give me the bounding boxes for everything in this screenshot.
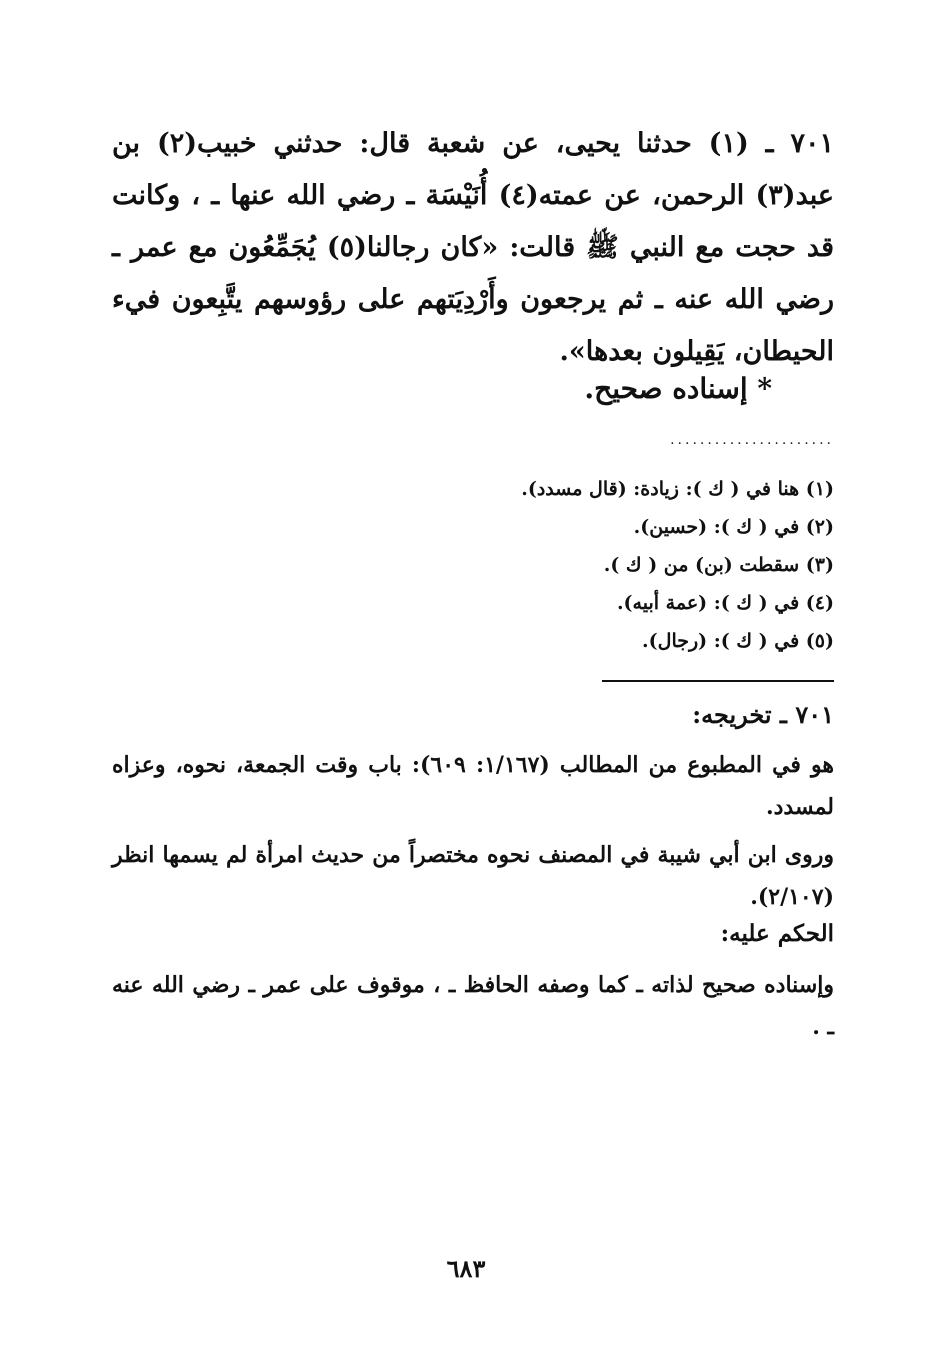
- footnote-3: (٣) سقطت (بن) من ( ك ).: [603, 554, 834, 576]
- page-number: ٦٨٣: [446, 1254, 486, 1283]
- isnad-grading: * إسناده صحيح.: [584, 372, 772, 405]
- footnote-1: (١) هنا في ( ك ): زيادة: (قال مسدد).: [521, 478, 834, 500]
- ruling-paragraph: وإسناده صحيح لذاته ـ كما وصفه الحافظ ـ ، موقوف على عمر ـ رضي الله عنه ـ .: [112, 972, 834, 1040]
- takhrij-paragraph-1: هو في المطبوع من المطالب (١/١٦٧: ٦٠٩): باب وقت الجمعة، نحوه، وعزاه لمسدد.: [112, 752, 835, 820]
- footnotes: [112, 470, 834, 660]
- footnote-4: (٤) في ( ك ): (عمة أبيه).: [616, 592, 834, 614]
- footnote-separator: ......................: [670, 432, 834, 448]
- section-divider: [602, 680, 834, 682]
- takhrij-paragraph-2: وروى ابن أبي شيبة في المصنف نحوه مختصراً من حديث امرأة لم يسمها انظر (٢/١٠٧).: [112, 842, 834, 910]
- takhrij-heading: ٧٠١ ـ تخريجه:: [692, 700, 834, 729]
- footnote-2: (٢) في ( ك ): (حسين).: [633, 516, 834, 538]
- hadith-text: ٧٠١ ـ (١) حدثنا يحيى، عن شعبة قال: حدثني خبيب(٢) بن عبد(٣) الرحمن، عن عمته(٤) أُنَيْسَة ـ رضي الله عنها ـ ، وكانت قد حجت مع النبي ﷺ قالت: «كان رجالنا(٥) يُجَمِّعُون مع عمر ـ رضي الله عنه ـ ثم يرجعون وأَرْدِيَتهم على رؤوسهم يتَّبِعون فيء الحيطان، يَقِيلون بعدها».: [112, 128, 835, 367]
- footnote-5: (٥) في ( ك ): (رجال).: [642, 630, 834, 652]
- ruling-heading: الحكم عليه:: [720, 920, 834, 947]
